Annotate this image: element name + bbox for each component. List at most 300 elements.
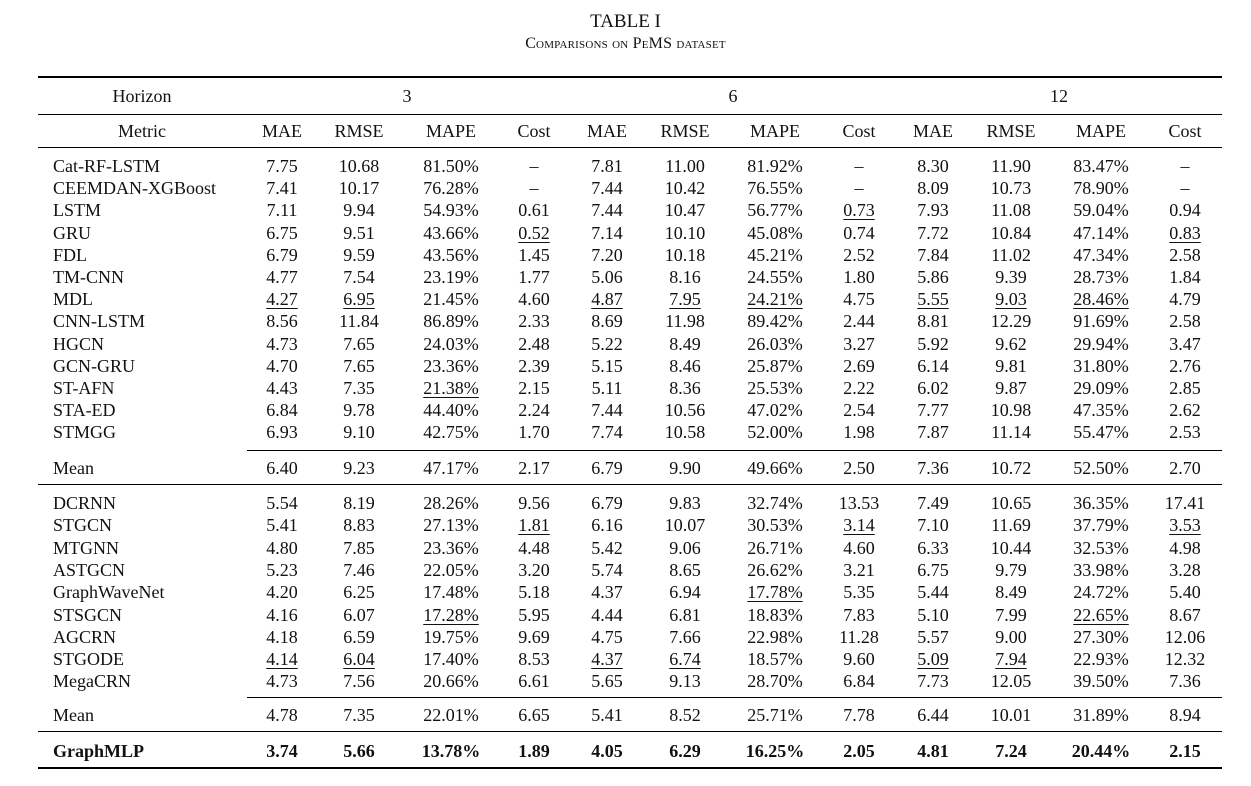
- ours-rule: [38, 731, 1222, 732]
- metric-header-cell: MAE: [262, 121, 302, 141]
- metric-value: 26.62%: [747, 559, 803, 580]
- table-row: [0, 244, 1251, 266]
- metric-value: 43.56%: [423, 244, 479, 265]
- metric-value: 4.60: [843, 537, 875, 558]
- metric-value: 17.48%: [423, 582, 479, 603]
- metric-value: –: [854, 156, 864, 176]
- table-row: [0, 199, 1251, 221]
- metric-value: 5.15: [591, 355, 623, 376]
- metric-value: 29.94%: [1073, 333, 1129, 354]
- model-name: GraphWaveNet: [53, 582, 165, 603]
- model-name: STGODE: [53, 649, 124, 670]
- metric-value: 7.10: [917, 515, 949, 536]
- metric-value: 4.81: [917, 741, 949, 761]
- metric-value: 7.65: [343, 355, 375, 376]
- metric-value: 13.78%: [421, 741, 481, 761]
- metric-value: 4.98: [1169, 537, 1201, 558]
- metric-value: 7.84: [917, 244, 949, 265]
- metric-value: 7.44: [591, 400, 623, 421]
- metric-header-cell: MAE: [587, 121, 627, 141]
- metric-value: 33.98%: [1073, 559, 1129, 580]
- metric-value: 4.79: [1169, 289, 1201, 310]
- metric-value: 4.37: [591, 649, 623, 670]
- metric-value: 6.59: [343, 626, 375, 647]
- metric-value: 6.79: [266, 244, 298, 265]
- metric-value: 2.48: [518, 333, 550, 354]
- metric-value: 9.03: [995, 289, 1027, 310]
- metric-value: 3.53: [1169, 515, 1201, 536]
- metric-value: 5.22: [591, 333, 623, 354]
- metric-value: 24.72%: [1073, 582, 1129, 603]
- metric-value: 11.84: [339, 311, 379, 332]
- model-name: STMGG: [53, 422, 117, 443]
- metric-value: 9.78: [343, 400, 375, 421]
- metric-value: 37.79%: [1073, 515, 1129, 536]
- metric-value: 24.03%: [423, 333, 479, 354]
- metric-value: 22.98%: [747, 626, 803, 647]
- metric-value: 4.75: [843, 289, 875, 310]
- model-name: Cat-RF-LSTM: [53, 156, 161, 176]
- metric-value: 43.66%: [423, 222, 479, 243]
- metric-value: 2.76: [1169, 355, 1201, 376]
- metric-value: 86.89%: [423, 311, 479, 332]
- metric-value: 10.17: [338, 178, 380, 199]
- metric-value: 1.45: [518, 244, 550, 265]
- horizon-3: 3: [402, 86, 412, 106]
- metric-value: 27.13%: [423, 515, 479, 536]
- metric-value: 9.56: [518, 493, 550, 513]
- metric-value: 59.04%: [1073, 200, 1129, 221]
- metric-value: 6.25: [343, 582, 375, 603]
- model-name: MegaCRN: [53, 671, 131, 692]
- metric-value: 9.60: [843, 649, 875, 670]
- metric-value: 49.66%: [747, 458, 803, 478]
- model-name: AGCRN: [53, 626, 117, 647]
- table-row: [0, 377, 1251, 399]
- table-row: [0, 559, 1251, 581]
- metric-value: 5.35: [843, 582, 875, 603]
- metric-value: 7.73: [917, 671, 949, 692]
- metric-value: 11.08: [991, 200, 1031, 221]
- metric-value: 7.54: [343, 267, 375, 287]
- model-name: STA-ED: [53, 400, 116, 421]
- metric-value: 2.33: [518, 311, 550, 332]
- metric-value: 7.87: [917, 422, 949, 443]
- metric-value: 7.99: [995, 604, 1027, 625]
- metric-value: 24.21%: [747, 289, 803, 310]
- metric-value: 24.55%: [747, 267, 803, 287]
- metric-value: 31.80%: [1073, 355, 1129, 376]
- metric-value: 7.72: [917, 222, 949, 243]
- table-row: [0, 604, 1251, 626]
- metric-value: 7.93: [917, 200, 949, 221]
- metric-value: 1.77: [518, 267, 550, 287]
- metric-value: 17.28%: [423, 604, 479, 625]
- metric-value: 8.09: [917, 178, 949, 199]
- metric-value: 7.46: [343, 559, 375, 580]
- metric-label: Metric: [118, 121, 166, 141]
- metric-value: 5.10: [917, 604, 949, 625]
- metric-value: 10.01: [990, 705, 1032, 725]
- metric-value: 3.28: [1169, 559, 1201, 580]
- metric-value: 1.70: [518, 422, 550, 443]
- table-row: [0, 177, 1251, 199]
- table-subtitle: Comparisons on PeMS dataset: [525, 35, 726, 52]
- model-name: MTGNN: [53, 537, 119, 558]
- metric-value: 5.65: [591, 671, 623, 692]
- metric-value: 25.87%: [747, 355, 803, 376]
- metric-value: 4.77: [266, 267, 298, 287]
- mean-row: [0, 457, 1251, 479]
- model-name: ASTGCN: [53, 559, 126, 580]
- metric-value: 7.83: [843, 604, 875, 625]
- metric-value: 6.04: [343, 649, 375, 670]
- metric-value: 7.66: [669, 626, 701, 647]
- metric-value: 19.75%: [423, 626, 479, 647]
- metric-value: 5.54: [266, 493, 298, 513]
- mean2-rule: [247, 697, 1222, 698]
- metric-header-cell: Cost: [1168, 121, 1202, 141]
- metric-value: 9.39: [995, 267, 1027, 287]
- model-name: Mean: [53, 458, 94, 478]
- metric-value: 2.62: [1169, 400, 1201, 421]
- metric-value: 7.36: [917, 458, 949, 478]
- metric-value: 27.30%: [1073, 626, 1129, 647]
- metric-value: 10.56: [664, 400, 706, 421]
- table-row: [0, 670, 1251, 692]
- metric-value: 5.92: [917, 333, 949, 354]
- metric-value: 25.71%: [747, 705, 803, 725]
- metric-value: 8.81: [917, 311, 949, 332]
- metric-value: 2.05: [843, 741, 875, 761]
- metric-value: 6.74: [669, 649, 701, 670]
- metric-value: 7.44: [591, 178, 623, 199]
- metric-value: 4.44: [591, 604, 623, 625]
- metric-value: 10.68: [338, 156, 380, 176]
- metric-value: 7.44: [591, 200, 623, 221]
- metric-value: 1.84: [1169, 267, 1201, 287]
- metric-value: 6.75: [917, 559, 949, 580]
- metric-value: 0.61: [518, 200, 550, 221]
- metric-value: 7.56: [343, 671, 375, 692]
- metric-value: 26.71%: [747, 537, 803, 558]
- metric-value: 8.56: [266, 311, 298, 332]
- metric-value: 3.20: [518, 559, 550, 580]
- metric-value: 7.95: [669, 289, 701, 310]
- metric-value: 2.22: [843, 378, 875, 398]
- metric-value: 9.00: [995, 626, 1027, 647]
- table-row: [0, 626, 1251, 648]
- metric-value: 9.10: [343, 422, 375, 443]
- model-name: FDL: [53, 244, 88, 265]
- table-row: [0, 581, 1251, 603]
- metric-value: 4.75: [591, 626, 623, 647]
- table-row: [0, 355, 1251, 377]
- horizon-12: 12: [1050, 86, 1068, 106]
- metric-value: 4.05: [591, 741, 623, 761]
- metric-value: 7.36: [1169, 671, 1201, 692]
- metric-value: –: [529, 178, 539, 199]
- metric-value: 3.21: [843, 559, 875, 580]
- model-name: STSGCN: [53, 604, 123, 625]
- metric-value: 5.86: [917, 267, 949, 287]
- model-name: GCN-GRU: [53, 355, 136, 376]
- metric-value: 2.69: [843, 355, 875, 376]
- model-name: LSTM: [53, 200, 102, 221]
- metric-value: 7.24: [995, 741, 1027, 761]
- metric-value: 8.67: [1169, 604, 1201, 625]
- metric-value: 47.14%: [1073, 222, 1129, 243]
- bottom-rule: [38, 767, 1222, 769]
- metric-value: 4.73: [266, 333, 298, 354]
- metric-value: 5.74: [591, 559, 623, 580]
- metric-value: 7.11: [266, 200, 298, 221]
- metric-value: 12.05: [990, 671, 1032, 692]
- metric-value: 8.36: [669, 378, 701, 398]
- metric-value: 10.42: [664, 178, 706, 199]
- metric-value: 8.53: [518, 649, 550, 670]
- metric-header-row: [0, 120, 1251, 142]
- metric-value: 2.39: [518, 355, 550, 376]
- metric-value: –: [1180, 156, 1190, 176]
- metric-value: 10.18: [664, 244, 706, 265]
- metric-value: 5.23: [266, 559, 298, 580]
- metric-value: 36.35%: [1073, 493, 1129, 513]
- metric-value: 45.21%: [747, 244, 803, 265]
- metric-value: 2.54: [843, 400, 875, 421]
- metric-value: 8.19: [343, 493, 375, 513]
- metric-header-cell: Cost: [842, 121, 876, 141]
- metric-value: 7.77: [917, 400, 949, 421]
- metric-value: 18.83%: [747, 604, 803, 625]
- metric-value: 32.74%: [747, 493, 803, 513]
- model-name: DCRNN: [53, 493, 117, 513]
- metric-value: 12.29: [990, 311, 1032, 332]
- metric-value: 56.77%: [747, 200, 803, 221]
- metric-value: 7.85: [343, 537, 375, 558]
- metric-value: 10.58: [664, 422, 706, 443]
- metric-value: 11.98: [665, 311, 705, 332]
- metric-value: 1.89: [518, 741, 550, 761]
- metric-value: 83.47%: [1073, 156, 1129, 176]
- metric-value: 8.16: [669, 267, 701, 287]
- metric-value: 6.16: [591, 515, 623, 536]
- metric-value: 16.25%: [745, 741, 805, 761]
- metric-value: 6.84: [843, 671, 875, 692]
- table-row: [0, 421, 1251, 443]
- metric-value: 7.35: [343, 705, 375, 725]
- metric-value: 2.58: [1169, 311, 1201, 332]
- metric-value: 20.66%: [423, 671, 479, 692]
- metric-value: 5.42: [591, 537, 623, 558]
- model-name: CEEMDAN-XGBoost: [53, 178, 217, 199]
- metric-value: 1.80: [843, 267, 875, 287]
- metric-value: 22.05%: [423, 559, 479, 580]
- metric-value: 17.41: [1164, 493, 1206, 513]
- metric-value: 91.69%: [1073, 311, 1129, 332]
- metric-value: 6.61: [518, 671, 550, 692]
- metric-value: 6.95: [343, 289, 375, 310]
- metric-value: 81.50%: [423, 156, 479, 176]
- metric-value: 4.43: [266, 378, 298, 398]
- table-row: [0, 310, 1251, 332]
- metric-value: 26.03%: [747, 333, 803, 354]
- metric-value: 28.26%: [423, 493, 479, 513]
- metric-value: 30.53%: [747, 515, 803, 536]
- metric-value: 52.50%: [1073, 458, 1129, 478]
- metric-value: 4.18: [266, 626, 298, 647]
- metric-value: 2.52: [843, 244, 875, 265]
- metric-value: 7.94: [995, 649, 1027, 670]
- metric-value: 54.93%: [423, 200, 479, 221]
- metric-value: 4.60: [518, 289, 550, 310]
- table-row: [0, 288, 1251, 310]
- table-row: [0, 333, 1251, 355]
- metric-value: 55.47%: [1073, 422, 1129, 443]
- metric-value: 9.51: [343, 222, 375, 243]
- metric-value: 23.36%: [423, 355, 479, 376]
- metric-value: 10.98: [990, 400, 1032, 421]
- metric-value: 2.53: [1169, 422, 1201, 443]
- metric-value: 8.49: [669, 333, 701, 354]
- metric-value: 7.78: [843, 705, 875, 725]
- metric-value: 22.01%: [423, 705, 479, 725]
- metric-value: 8.69: [591, 311, 623, 332]
- metric-value: 10.44: [990, 537, 1032, 558]
- horizon-header-row: [0, 85, 1251, 107]
- table-row: [0, 222, 1251, 244]
- model-name: Mean: [53, 705, 94, 725]
- metric-value: –: [1180, 178, 1190, 199]
- metric-value: 10.84: [990, 222, 1032, 243]
- metric-value: 6.40: [266, 458, 298, 478]
- metric-value: 0.73: [843, 200, 875, 221]
- metric-value: 3.47: [1169, 333, 1201, 354]
- metric-value: 4.73: [266, 671, 298, 692]
- metric-value: 8.30: [917, 156, 949, 176]
- metric-value: 6.94: [669, 582, 701, 603]
- metric-value: 6.33: [917, 537, 949, 558]
- metric-value: –: [854, 178, 864, 199]
- metric-value: 10.73: [990, 178, 1032, 199]
- metric-value: 2.15: [1169, 741, 1201, 761]
- metric-value: 9.81: [995, 355, 1027, 376]
- metric-value: 8.65: [669, 559, 701, 580]
- metric-value: 6.93: [266, 422, 298, 443]
- table-caption: [0, 10, 1251, 54]
- metric-value: 1.98: [843, 422, 875, 443]
- table-row: [0, 537, 1251, 559]
- group-divider-rule: [38, 484, 1222, 485]
- metric-value: 7.49: [917, 493, 949, 513]
- metric-value: 6.44: [917, 705, 949, 725]
- metric-value: 9.13: [669, 671, 701, 692]
- metric-value: 6.79: [591, 493, 623, 513]
- metric-value: 4.87: [591, 289, 623, 310]
- metric-value: 8.49: [995, 582, 1027, 603]
- metric-value: 12.32: [1164, 649, 1206, 670]
- metric-value: 9.23: [343, 458, 375, 478]
- metric-value: 20.44%: [1071, 741, 1131, 761]
- mean-row: [0, 704, 1251, 726]
- metric-value: 1.81: [518, 515, 550, 536]
- metric-value: 2.70: [1169, 458, 1201, 478]
- metric-value: 9.06: [669, 537, 701, 558]
- metric-value: 52.00%: [747, 422, 803, 443]
- metric-header-cell: RMSE: [986, 121, 1036, 141]
- metric-value: 6.75: [266, 222, 298, 243]
- metric-value: 10.65: [990, 493, 1032, 513]
- metric-value: 4.16: [266, 604, 298, 625]
- metric-value: 76.28%: [423, 178, 479, 199]
- metric-value: 6.81: [669, 604, 701, 625]
- metric-value: 47.17%: [423, 458, 479, 478]
- metric-value: 7.81: [591, 156, 623, 176]
- metric-value: 76.55%: [747, 178, 803, 199]
- metric-value: 5.41: [591, 705, 623, 725]
- ours-row: [0, 740, 1251, 762]
- table-row: [0, 266, 1251, 288]
- mean1-rule: [247, 450, 1222, 451]
- metric-value: 22.93%: [1073, 649, 1129, 670]
- metric-header-cell: MAPE: [1075, 121, 1127, 141]
- metric-value: 2.58: [1169, 244, 1201, 265]
- metric-value: 6.29: [669, 741, 701, 761]
- metric-value: 47.02%: [747, 400, 803, 421]
- metric-value: 2.24: [518, 400, 550, 421]
- metric-value: 21.38%: [423, 378, 479, 398]
- metric-value: 5.57: [917, 626, 949, 647]
- metric-value: 2.50: [843, 458, 875, 478]
- metric-value: 7.35: [343, 378, 375, 398]
- metric-value: 81.92%: [747, 156, 803, 176]
- metric-value: 4.37: [591, 582, 623, 603]
- metric-value: 78.90%: [1073, 178, 1129, 199]
- metric-value: 17.78%: [747, 582, 803, 603]
- metric-value: 22.65%: [1073, 604, 1129, 625]
- metric-value: 4.14: [266, 649, 298, 670]
- metric-value: 9.94: [343, 200, 375, 221]
- metric-value: 47.34%: [1073, 244, 1129, 265]
- metric-value: 11.02: [991, 244, 1031, 265]
- metric-value: 5.95: [518, 604, 550, 625]
- metric-rule: [38, 147, 1222, 148]
- metric-value: 8.83: [343, 515, 375, 536]
- metric-value: 12.06: [1164, 626, 1206, 647]
- metric-value: 6.79: [591, 458, 623, 478]
- metric-value: 5.40: [1169, 582, 1201, 603]
- metric-value: 29.09%: [1073, 378, 1129, 398]
- metric-value: 4.80: [266, 537, 298, 558]
- metric-value: 5.11: [591, 378, 623, 398]
- table-row: [0, 514, 1251, 536]
- metric-value: 11.90: [991, 156, 1031, 176]
- metric-value: 6.65: [518, 705, 550, 725]
- metric-value: 2.15: [518, 378, 550, 398]
- metric-value: 4.27: [266, 289, 298, 310]
- metric-value: 10.72: [990, 458, 1032, 478]
- horizon-6: 6: [728, 86, 738, 106]
- metric-value: 11.28: [839, 626, 879, 647]
- metric-value: 6.84: [266, 400, 298, 421]
- metric-value: 3.14: [843, 515, 875, 536]
- metric-value: 5.09: [917, 649, 949, 670]
- metric-value: 89.42%: [747, 311, 803, 332]
- model-name: TM-CNN: [53, 267, 124, 287]
- metric-value: 6.02: [917, 378, 949, 398]
- metric-value: 17.40%: [423, 649, 479, 670]
- metric-value: 8.94: [1169, 705, 1201, 725]
